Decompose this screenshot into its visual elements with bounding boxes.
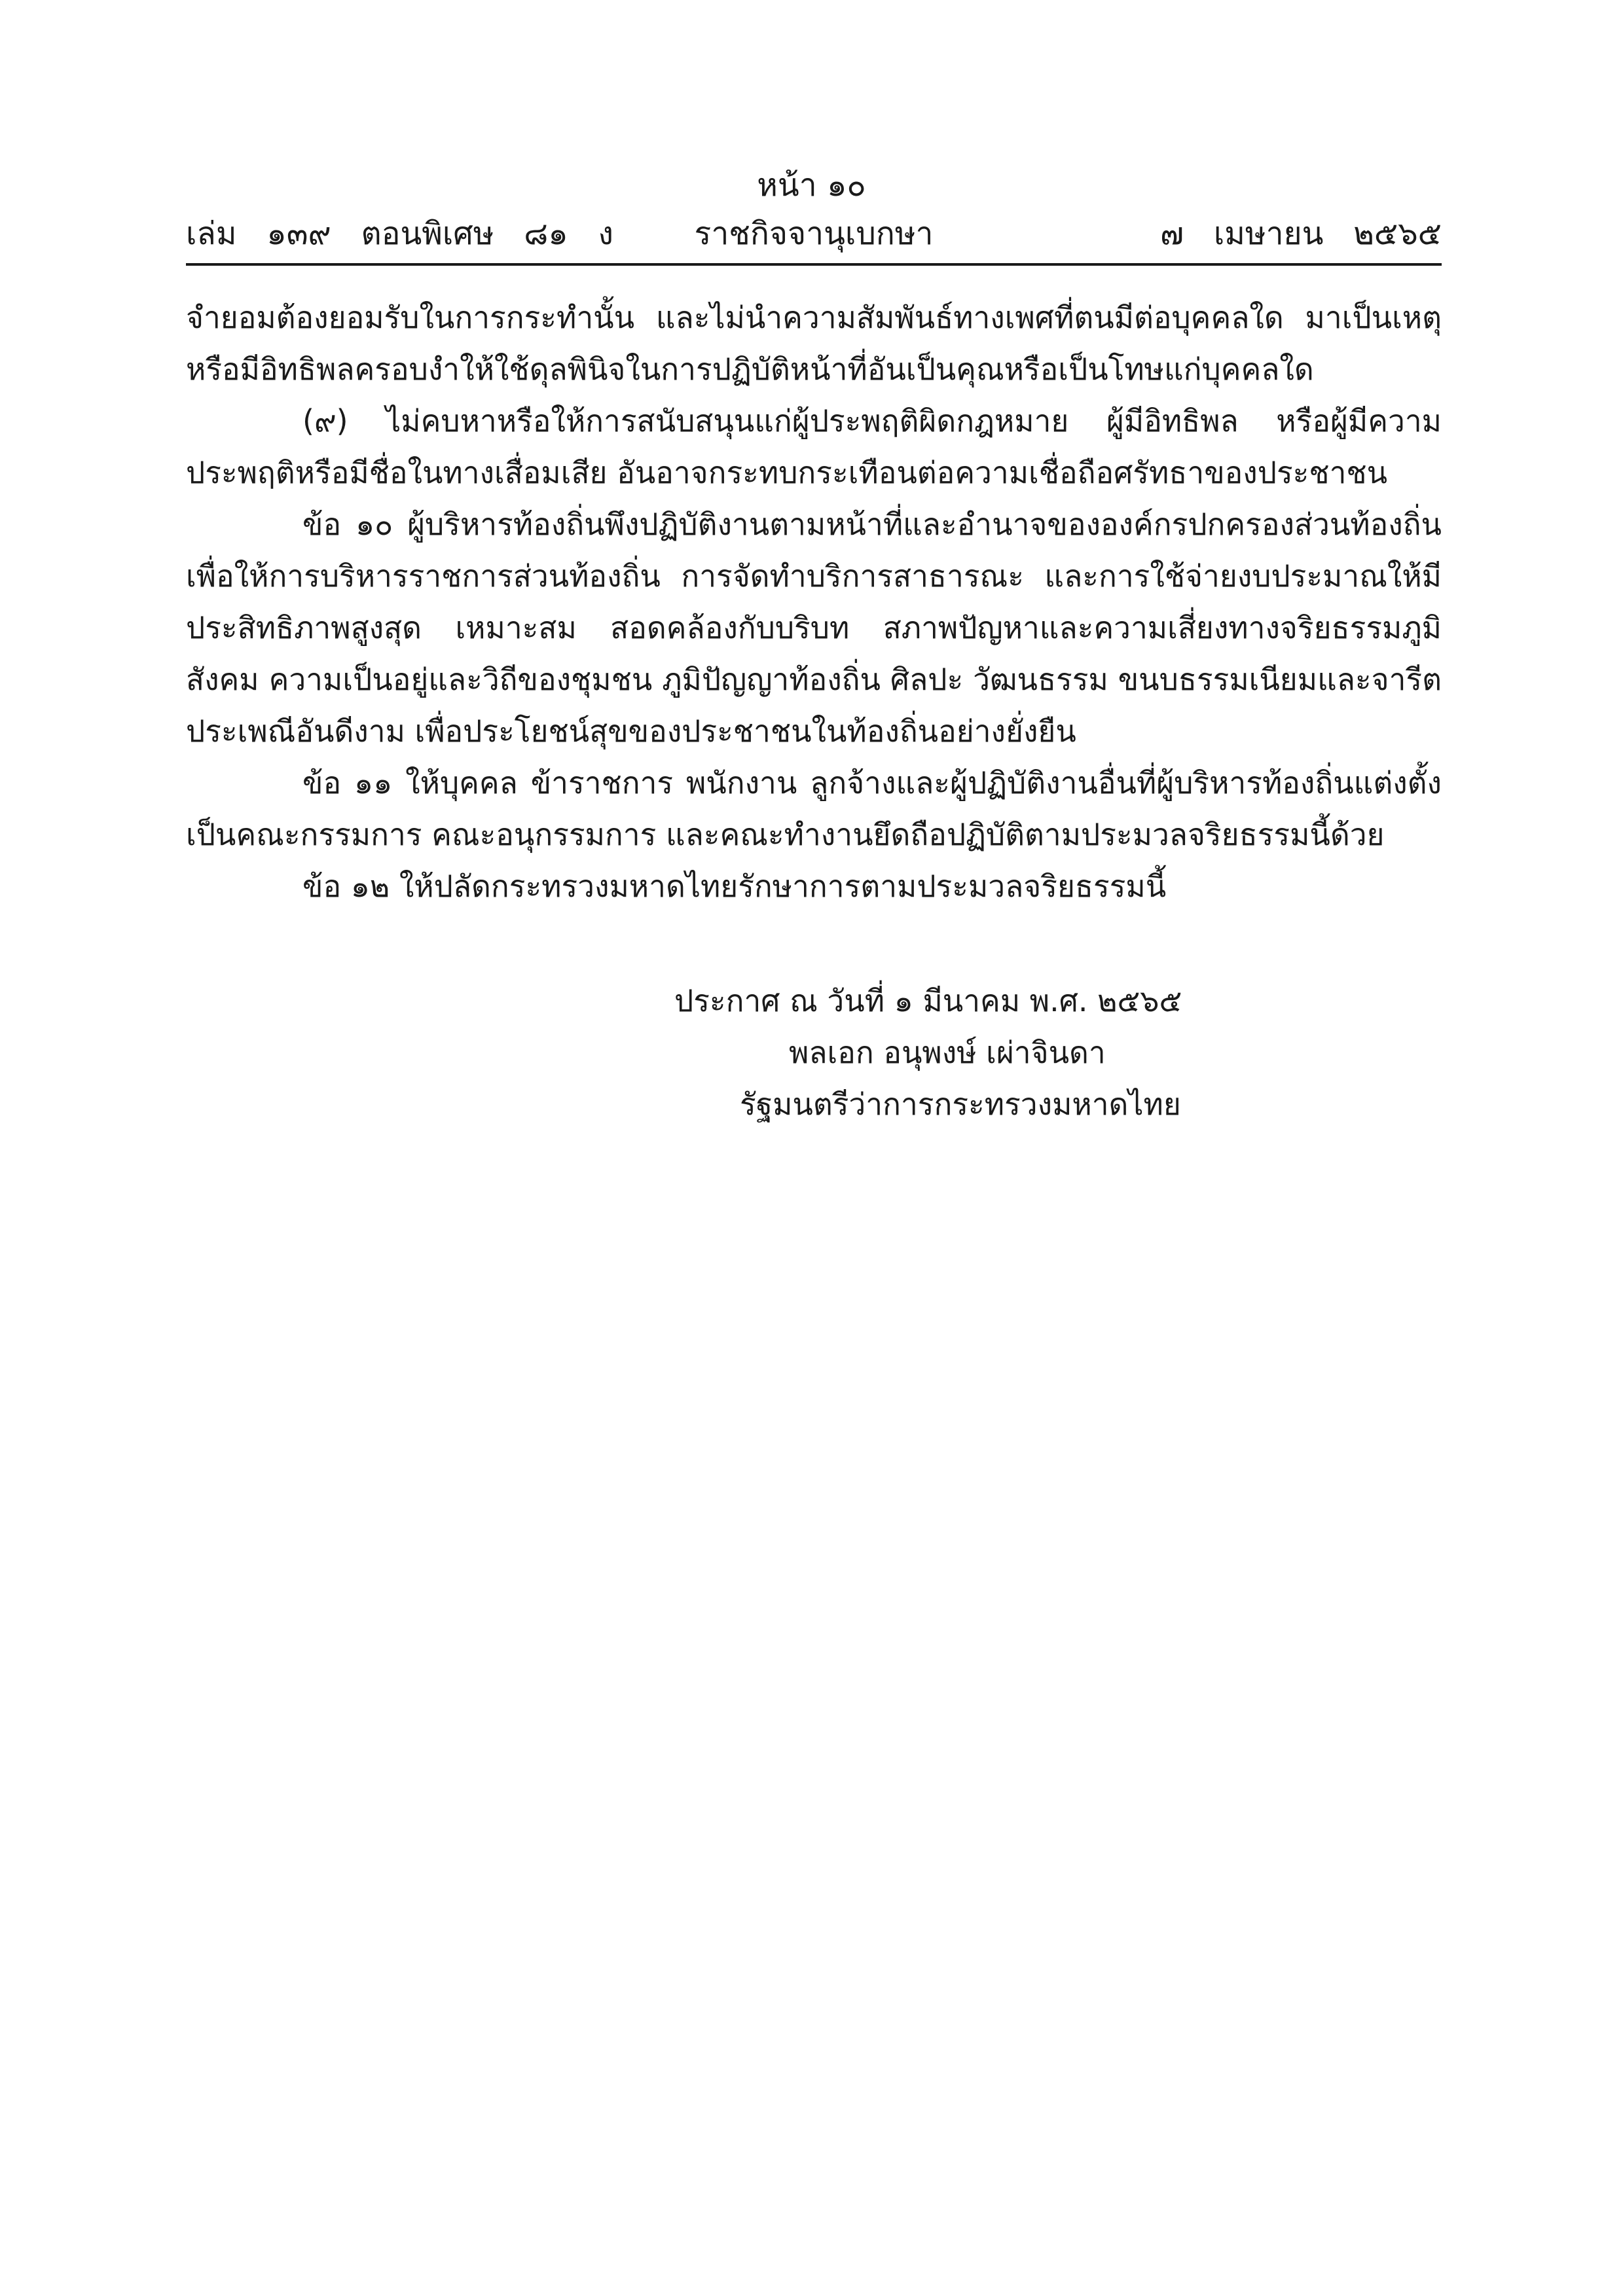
paragraph-continuation: จำยอมต้องยอมรับในการกระทำนั้น และไม่นำความสัมพันธ์ทางเพศที่ตนมีต่อบุคคลใด มาเป็นเหตุหรือมีอิทธิพลครอบงำให้ใช้ดุลพินิจในการปฏิบัติหน้าที่อันเป็นคุณหรือเป็นโทษแก่บุคคลใด [186,300,1442,387]
signatory-position: รัฐมนตรีว่าการกระทรวงมหาดไทย [740,1086,1181,1122]
header-divider [186,263,1442,266]
announcement-date: ประกาศ ณ วันที่ ๑ มีนาคม พ.ศ. ๒๕๖๕ [674,983,1182,1018]
publication-date: ๗ เมษายน ๒๕๖๕ [1160,215,1442,252]
gazette-header [186,211,1442,257]
document-body [186,292,1442,912]
gazette-name: ราชกิจจานุเบกษา [694,215,934,252]
paragraph-clause-12: ข้อ ๑๒ ให้ปลัดกระทรวงมหาดไทยรักษาการตามประมวลจริยธรรมนี้ [302,869,1167,904]
paragraph-clause-10: ข้อ ๑๐ ผู้บริหารท้องถิ่นพึงปฏิบัติงานตามหน้าที่และอำนาจขององค์กรปกครองส่วนท้องถิ่นเพื่อให้การบริหารราชการส่วนท้องถิ่น การจัดทำบริการสาธารณะ และการใช้จ่ายงบประมาณให้มีประสิทธิภาพสูงสุด เหมาะสม สอดคล้องกับบริบท สภาพปัญหาและความเสี่ยงทางจริยธรรมภูมิสังคม ความเป็นอยู่และวิถีของชุมชน ภูมิปัญญาท้องถิ่น ศิลปะ วัฒนธรรม ขนบธรรมเนียมและจารีตประเพณีอันดีงาม เพื่อประโยชน์สุขของประชาชนในท้องถิ่นอย่างยั่งยืน [186,507,1442,749]
volume-issue: เล่ม ๑๓๙ ตอนพิเศษ ๘๑ ง [186,215,613,252]
signature-block [589,975,1440,1130]
signatory-name: พลเอก อนุพงษ์ เผ่าจินดา [789,1035,1106,1070]
page-number: หน้า ๑๐ [757,167,866,204]
paragraph-item-9: (๙) ไม่คบหาหรือให้การสนับสนุนแก่ผู้ประพฤติผิดกฎหมาย ผู้มีอิทธิพล หรือผู้มีความประพฤติหรือมีชื่อในทางเสื่อมเสีย อันอาจกระทบกระเทือนต่อความเชื่อถือศรัทธาของประชาชน [186,403,1442,490]
paragraph-clause-11: ข้อ ๑๑ ให้บุคคล ข้าราชการ พนักงาน ลูกจ้างและผู้ปฏิบัติงานอื่นที่ผู้บริหารท้องถิ่นแต่งตั้งเป็นคณะกรรมการ คณะอนุกรรมการ และคณะทำงานยึดถือปฏิบัติตามประมวลจริยธรรมนี้ด้วย [186,765,1442,852]
